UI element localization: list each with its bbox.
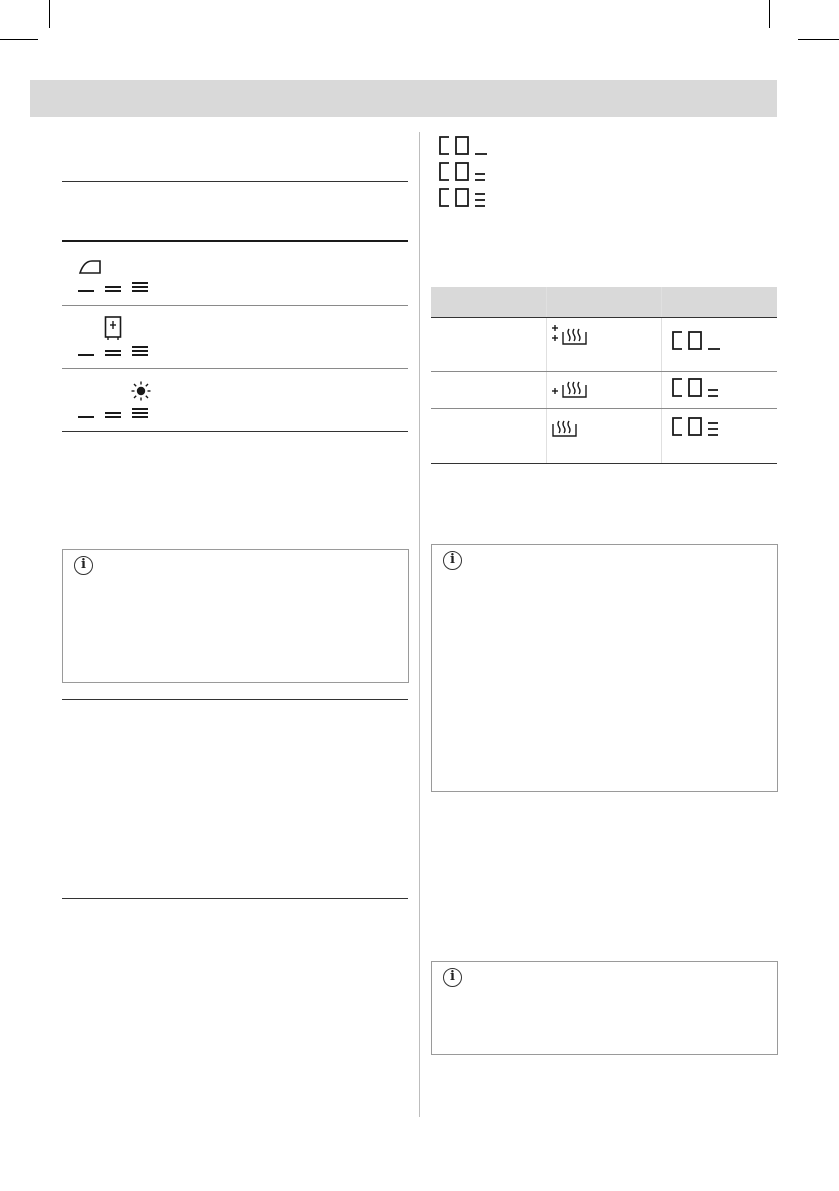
crop-mark bbox=[0, 39, 38, 40]
table-bottom-rule bbox=[62, 431, 408, 432]
code-c0-high bbox=[670, 415, 726, 439]
rule bbox=[62, 305, 408, 306]
info-note-box bbox=[62, 549, 409, 683]
info-note-box bbox=[431, 544, 778, 792]
crop-mark bbox=[49, 0, 50, 28]
table-col-sep bbox=[546, 287, 547, 463]
sun-icon bbox=[131, 381, 151, 401]
table-col-sep bbox=[661, 287, 662, 463]
display-codes bbox=[437, 134, 497, 214]
heating-plus-plus-icon bbox=[550, 323, 590, 347]
table-rule bbox=[431, 408, 777, 409]
cooling-cabinet-icon bbox=[104, 316, 122, 340]
table-rule bbox=[431, 371, 777, 372]
heating-icon bbox=[550, 415, 590, 439]
crop-mark bbox=[798, 39, 839, 40]
rule bbox=[62, 898, 408, 899]
table-top-rule bbox=[62, 240, 408, 242]
code-c0-low bbox=[440, 137, 487, 154]
crop-mark bbox=[769, 0, 770, 28]
rule bbox=[62, 699, 408, 700]
info-icon: i bbox=[443, 968, 462, 987]
code-c0-mid bbox=[440, 163, 485, 180]
info-icon: i bbox=[443, 551, 462, 570]
info-icon: i bbox=[74, 556, 93, 575]
code-c0-low bbox=[670, 329, 726, 353]
info-note-box bbox=[431, 961, 778, 1055]
table-rule bbox=[431, 463, 777, 464]
iron-icon bbox=[78, 255, 104, 277]
table-rule bbox=[431, 317, 777, 318]
rule bbox=[62, 368, 408, 369]
column-divider bbox=[419, 132, 420, 1117]
rule bbox=[62, 181, 408, 182]
heating-plus-icon bbox=[550, 376, 590, 400]
code-c0-mid bbox=[670, 376, 726, 400]
table-header bbox=[431, 287, 777, 317]
section-header-bar bbox=[30, 80, 777, 117]
code-c0-high bbox=[440, 189, 485, 206]
